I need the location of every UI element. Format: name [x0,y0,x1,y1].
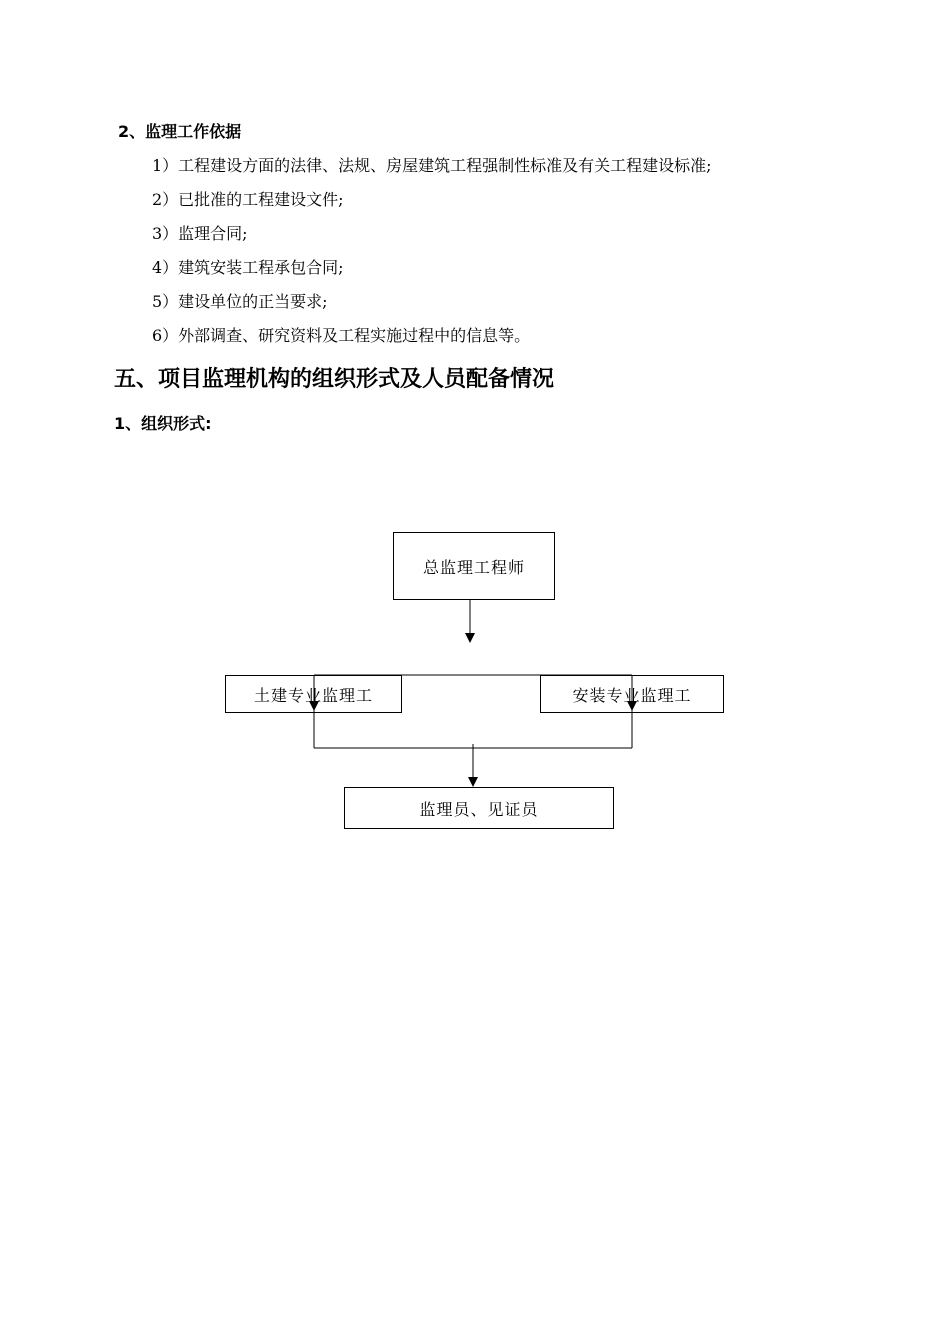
basis-item-1: 1）工程建设方面的法律、法规、房屋建筑工程强制性标准及有关工程建设标准; [152,156,712,175]
basis-item-4: 4）建筑安装工程承包合同; [152,258,344,277]
basis-item-3: 3）监理合同; [152,224,248,243]
section-title: 五、项目监理机构的组织形式及人员配备情况 [114,367,555,392]
org-box-chief-engineer: 总监理工程师 [393,532,555,600]
basis-item-5: 5）建设单位的正当要求; [152,292,328,311]
basis-heading: 2、监理工作依据 [118,122,242,141]
org-form-heading: 1、组织形式: [114,414,212,433]
basis-item-2: 2）已批准的工程建设文件; [152,190,344,209]
org-box-supervisor-witness: 监理员、见证员 [344,787,614,829]
org-box-installation-engineer: 安装专业监理工 [540,675,724,713]
basis-item-6: 6）外部调查、研究资料及工程实施过程中的信息等。 [152,326,531,345]
org-box-civil-engineer: 土建专业监理工 [225,675,402,713]
